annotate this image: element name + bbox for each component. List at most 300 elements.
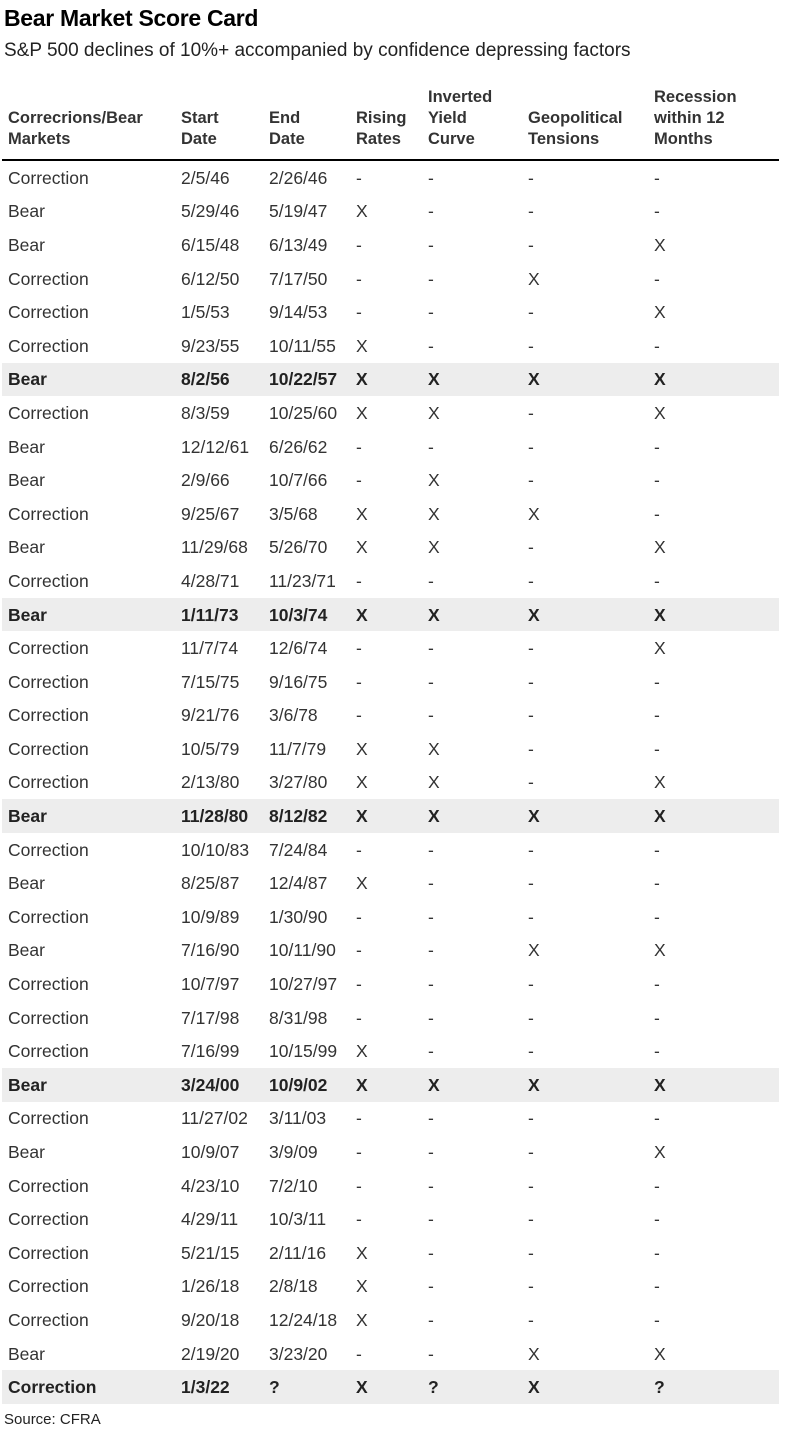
- cell-start-date: 2/19/20: [181, 1343, 240, 1364]
- cell-inverted-yield-curve: X: [422, 799, 522, 833]
- cell-start-date: 11/7/74: [181, 638, 239, 659]
- cell-geopolitical-tensions: X: [522, 1068, 648, 1102]
- cell-type: Correction: [8, 705, 89, 726]
- cell-inverted-yield-curve: X: [428, 470, 440, 491]
- cell-recession: X: [654, 1142, 666, 1163]
- cell-inverted-yield-curve: X: [428, 772, 440, 793]
- cell-rising-rates: X: [356, 772, 368, 793]
- cell-recession: X: [654, 302, 666, 323]
- cell-rising-rates: -: [356, 1209, 362, 1230]
- cell-geopolitical-tensions: -: [528, 570, 534, 591]
- table-row: [2, 430, 779, 464]
- cell-end-date: 10/27/97: [269, 974, 338, 995]
- cell-end-date: 3/11/03: [269, 1108, 327, 1129]
- cell-end-date: 10/11/55: [269, 335, 336, 356]
- cell-type: Correction: [8, 671, 89, 692]
- cell-recession: ?: [648, 1370, 779, 1404]
- cell-geopolitical-tensions: -: [528, 1175, 534, 1196]
- cell-geopolitical-tensions: -: [528, 671, 534, 692]
- cell-inverted-yield-curve: X: [428, 503, 440, 524]
- cell-inverted-yield-curve: ?: [422, 1370, 522, 1404]
- cell-recession: X: [654, 234, 666, 255]
- cell-rising-rates: -: [356, 1343, 362, 1364]
- cell-geopolitical-tensions: -: [528, 1007, 534, 1028]
- header-inverted-yield-curve: Inverted Yield Curve: [422, 87, 522, 160]
- header-type: Correcrions/Bear Markets: [2, 87, 175, 160]
- table-row: [2, 900, 779, 934]
- cell-rising-rates: -: [356, 1142, 362, 1163]
- table-row: [2, 799, 779, 833]
- cell-type: Correction: [8, 974, 89, 995]
- cell-start-date: 9/21/76: [181, 705, 240, 726]
- cell-end-date: 3/6/78: [269, 705, 318, 726]
- table-row: [2, 967, 779, 1001]
- cell-geopolitical-tensions: -: [528, 1108, 534, 1129]
- table-body: [2, 160, 779, 1404]
- cell-recession: X: [654, 638, 666, 659]
- cell-geopolitical-tensions: -: [528, 1209, 534, 1230]
- cell-type: Bear: [8, 234, 45, 255]
- cell-inverted-yield-curve: -: [428, 268, 434, 289]
- cell-recession: -: [654, 1309, 660, 1330]
- cell-rising-rates: -: [356, 234, 362, 255]
- cell-recession: -: [654, 1108, 660, 1129]
- cell-recession: -: [654, 470, 660, 491]
- header-geopolitical-tensions: Geopolitical Tensions: [522, 87, 648, 160]
- cell-inverted-yield-curve: -: [428, 974, 434, 995]
- table-row: [2, 1303, 779, 1337]
- cell-type: Correction: [2, 1370, 175, 1404]
- cell-inverted-yield-curve: -: [428, 1242, 434, 1263]
- table-row: [2, 699, 779, 733]
- cell-rising-rates: -: [356, 1108, 362, 1129]
- cell-inverted-yield-curve: -: [428, 1309, 434, 1330]
- cell-start-date: 9/25/67: [181, 503, 240, 524]
- cell-rising-rates: X: [356, 1242, 368, 1263]
- cell-rising-rates: X: [350, 363, 422, 397]
- cell-end-date: 3/27/80: [269, 772, 328, 793]
- cell-inverted-yield-curve: X: [428, 402, 440, 423]
- cell-rising-rates: -: [356, 839, 362, 860]
- cell-rising-rates: X: [356, 335, 368, 356]
- cell-inverted-yield-curve: X: [422, 363, 522, 397]
- cell-recession: X: [648, 1068, 779, 1102]
- cell-rising-rates: X: [356, 201, 368, 222]
- cell-end-date: 1/30/90: [269, 906, 328, 927]
- cell-rising-rates: X: [350, 1370, 422, 1404]
- cell-start-date: 1/3/22: [175, 1370, 263, 1404]
- cell-end-date: 7/24/84: [269, 839, 328, 860]
- cell-rising-rates: X: [356, 503, 368, 524]
- cell-geopolitical-tensions: -: [528, 1309, 534, 1330]
- cell-inverted-yield-curve: -: [428, 906, 434, 927]
- cell-recession: -: [654, 1209, 660, 1230]
- cell-start-date: 2/9/66: [181, 470, 230, 491]
- cell-rising-rates: X: [356, 537, 368, 558]
- cell-start-date: 1/11/73: [175, 598, 263, 632]
- cell-end-date: ?: [263, 1370, 350, 1404]
- cell-end-date: 9/16/75: [269, 671, 328, 692]
- cell-end-date: 12/6/74: [269, 638, 328, 659]
- header-rising-rates: Rising Rates: [350, 87, 422, 160]
- cell-start-date: 1/5/53: [181, 302, 230, 323]
- cell-start-date: 7/17/98: [181, 1007, 240, 1028]
- cell-start-date: 8/25/87: [181, 873, 240, 894]
- cell-start-date: 3/24/00: [175, 1068, 263, 1102]
- header-start-date: Start Date: [175, 87, 263, 160]
- cell-type: Correction: [8, 839, 89, 860]
- cell-rising-rates: -: [356, 167, 362, 188]
- cell-geopolitical-tensions: -: [528, 402, 534, 423]
- cell-end-date: 10/7/66: [269, 470, 328, 491]
- cell-type: Bear: [2, 363, 175, 397]
- table-row: [2, 262, 779, 296]
- cell-type: Correction: [8, 1175, 89, 1196]
- cell-rising-rates: -: [356, 1007, 362, 1028]
- cell-inverted-yield-curve: -: [428, 234, 434, 255]
- cell-geopolitical-tensions: X: [522, 363, 648, 397]
- cell-start-date: 9/20/18: [181, 1309, 240, 1330]
- cell-end-date: 5/19/47: [269, 201, 328, 222]
- cell-inverted-yield-curve: -: [428, 570, 434, 591]
- cell-type: Correction: [8, 906, 89, 927]
- cell-start-date: 9/23/55: [181, 335, 240, 356]
- cell-type: Correction: [8, 1108, 89, 1129]
- cell-geopolitical-tensions: -: [528, 873, 534, 894]
- cell-rising-rates: -: [356, 974, 362, 995]
- cell-geopolitical-tensions: -: [528, 839, 534, 860]
- table-row: [2, 1068, 779, 1102]
- cell-rising-rates: X: [356, 873, 368, 894]
- table-row: [2, 463, 779, 497]
- score-card-table: [2, 87, 779, 1404]
- cell-rising-rates: X: [356, 402, 368, 423]
- table-row: [2, 1370, 779, 1404]
- cell-type: Bear: [2, 799, 175, 833]
- cell-geopolitical-tensions: -: [528, 335, 534, 356]
- cell-rising-rates: -: [356, 1175, 362, 1196]
- cell-geopolitical-tensions: -: [528, 167, 534, 188]
- cell-start-date: 11/27/02: [181, 1108, 248, 1129]
- cell-end-date: 8/31/98: [269, 1007, 328, 1028]
- cell-type: Correction: [8, 1309, 89, 1330]
- cell-inverted-yield-curve: -: [428, 1209, 434, 1230]
- cell-start-date: 8/3/59: [181, 402, 230, 423]
- cell-start-date: 7/15/75: [181, 671, 240, 692]
- cell-recession: -: [654, 1276, 660, 1297]
- header-recession: Recession within 12 Months: [648, 87, 779, 160]
- cell-end-date: 7/2/10: [269, 1175, 318, 1196]
- cell-geopolitical-tensions: -: [528, 537, 534, 558]
- cell-geopolitical-tensions: X: [522, 1370, 648, 1404]
- cell-recession: X: [654, 402, 666, 423]
- cell-geopolitical-tensions: X: [528, 503, 540, 524]
- cell-start-date: 10/9/07: [181, 1142, 240, 1163]
- table-row: [2, 228, 779, 262]
- cell-end-date: 10/11/90: [269, 940, 336, 961]
- cell-end-date: 3/23/20: [269, 1343, 328, 1364]
- cell-inverted-yield-curve: -: [428, 940, 434, 961]
- cell-type: Correction: [8, 1276, 89, 1297]
- cell-geopolitical-tensions: X: [522, 799, 648, 833]
- cell-type: Bear: [2, 1068, 175, 1102]
- cell-recession: X: [648, 363, 779, 397]
- table-row: [2, 866, 779, 900]
- cell-rising-rates: X: [356, 738, 368, 759]
- header-end-date: End Date: [263, 87, 350, 160]
- cell-geopolitical-tensions: -: [528, 1142, 534, 1163]
- table-row: [2, 1202, 779, 1236]
- cell-end-date: 10/22/57: [263, 363, 350, 397]
- cell-geopolitical-tensions: -: [528, 974, 534, 995]
- cell-recession: -: [654, 1007, 660, 1028]
- chart-subtitle: S&P 500 declines of 10%+ accompanied by confidence depressing factors: [4, 40, 631, 61]
- cell-end-date: 3/9/09: [269, 1142, 318, 1163]
- table-row: [2, 295, 779, 329]
- cell-rising-rates: -: [356, 302, 362, 323]
- cell-type: Correction: [8, 335, 89, 356]
- cell-type: Correction: [8, 738, 89, 759]
- cell-start-date: 6/15/48: [181, 234, 240, 255]
- cell-type: Correction: [8, 1209, 89, 1230]
- table-row: [2, 329, 779, 363]
- cell-geopolitical-tensions: -: [528, 1242, 534, 1263]
- cell-end-date: 2/26/46: [269, 167, 328, 188]
- cell-inverted-yield-curve: -: [428, 839, 434, 860]
- cell-rising-rates: -: [356, 671, 362, 692]
- cell-recession: -: [654, 906, 660, 927]
- cell-geopolitical-tensions: -: [528, 302, 534, 323]
- cell-rising-rates: X: [350, 1068, 422, 1102]
- cell-rising-rates: X: [350, 799, 422, 833]
- cell-end-date: 10/9/02: [263, 1068, 350, 1102]
- cell-type: Correction: [8, 1007, 89, 1028]
- cell-inverted-yield-curve: -: [428, 705, 434, 726]
- cell-end-date: 12/4/87: [269, 873, 328, 894]
- cell-type: Correction: [8, 570, 89, 591]
- table-row: [2, 598, 779, 632]
- cell-recession: -: [654, 705, 660, 726]
- cell-inverted-yield-curve: -: [428, 167, 434, 188]
- cell-rising-rates: -: [356, 940, 362, 961]
- cell-type: Bear: [8, 537, 45, 558]
- cell-inverted-yield-curve: -: [428, 1108, 434, 1129]
- cell-type: Bear: [8, 873, 45, 894]
- cell-geopolitical-tensions: -: [528, 772, 534, 793]
- cell-type: Correction: [8, 402, 89, 423]
- cell-start-date: 6/12/50: [181, 268, 240, 289]
- cell-end-date: 10/25/60: [269, 402, 338, 423]
- cell-end-date: 3/5/68: [269, 503, 318, 524]
- cell-recession: -: [654, 1175, 660, 1196]
- cell-type: Bear: [8, 1142, 45, 1163]
- cell-rising-rates: -: [356, 638, 362, 659]
- cell-recession: -: [654, 570, 660, 591]
- cell-type: Correction: [8, 638, 89, 659]
- cell-start-date: 12/12/61: [181, 436, 250, 457]
- cell-recession: -: [654, 1041, 660, 1062]
- cell-start-date: 1/26/18: [181, 1276, 240, 1297]
- cell-geopolitical-tensions: -: [528, 470, 534, 491]
- table-row: [2, 531, 779, 565]
- cell-recession: X: [648, 799, 779, 833]
- cell-start-date: 4/28/71: [181, 570, 240, 591]
- cell-start-date: 2/13/80: [181, 772, 240, 793]
- cell-start-date: 2/5/46: [181, 167, 230, 188]
- table-row: [2, 396, 779, 430]
- cell-end-date: 11/23/71: [269, 570, 336, 591]
- cell-rising-rates: X: [356, 1041, 368, 1062]
- cell-inverted-yield-curve: -: [428, 201, 434, 222]
- cell-type: Correction: [8, 503, 89, 524]
- cell-rising-rates: -: [356, 268, 362, 289]
- cell-end-date: 2/11/16: [269, 1242, 327, 1263]
- cell-geopolitical-tensions: -: [528, 705, 534, 726]
- cell-geopolitical-tensions: -: [528, 1041, 534, 1062]
- table-row: [2, 363, 779, 397]
- cell-geopolitical-tensions: X: [528, 268, 540, 289]
- cell-inverted-yield-curve: -: [428, 671, 434, 692]
- source-note: Source: CFRA: [4, 1411, 101, 1428]
- table-row: [2, 934, 779, 968]
- cell-rising-rates: -: [356, 906, 362, 927]
- table-row: [2, 732, 779, 766]
- table-row: [2, 1135, 779, 1169]
- cell-start-date: 5/29/46: [181, 201, 240, 222]
- cell-geopolitical-tensions: -: [528, 906, 534, 927]
- cell-rising-rates: X: [356, 1276, 368, 1297]
- cell-end-date: 12/24/18: [269, 1309, 338, 1330]
- cell-inverted-yield-curve: -: [428, 1142, 434, 1163]
- chart-title: Bear Market Score Card: [4, 5, 259, 31]
- cell-inverted-yield-curve: -: [428, 1007, 434, 1028]
- cell-start-date: 4/29/11: [181, 1209, 239, 1230]
- cell-type: Bear: [8, 436, 45, 457]
- cell-inverted-yield-curve: -: [428, 638, 434, 659]
- cell-recession: -: [654, 873, 660, 894]
- cell-geopolitical-tensions: -: [528, 201, 534, 222]
- cell-recession: -: [654, 268, 660, 289]
- cell-type: Correction: [8, 1242, 89, 1263]
- cell-recession: X: [654, 1343, 666, 1364]
- cell-recession: X: [648, 598, 779, 632]
- cell-geopolitical-tensions: X: [528, 1343, 540, 1364]
- cell-recession: X: [654, 537, 666, 558]
- cell-inverted-yield-curve: -: [428, 436, 434, 457]
- cell-end-date: 10/15/99: [269, 1041, 338, 1062]
- cell-start-date: 5/21/15: [181, 1242, 240, 1263]
- cell-start-date: 10/9/89: [181, 906, 240, 927]
- cell-geopolitical-tensions: X: [528, 940, 540, 961]
- cell-recession: X: [654, 772, 666, 793]
- cell-end-date: 7/17/50: [269, 268, 328, 289]
- cell-start-date: 8/2/56: [175, 363, 263, 397]
- cell-recession: -: [654, 436, 660, 457]
- cell-geopolitical-tensions: -: [528, 738, 534, 759]
- cell-end-date: 2/8/18: [269, 1276, 318, 1297]
- cell-recession: -: [654, 1242, 660, 1263]
- table-row: [2, 631, 779, 665]
- cell-start-date: 7/16/90: [181, 940, 240, 961]
- table-row: [2, 1236, 779, 1270]
- cell-rising-rates: X: [350, 598, 422, 632]
- cell-recession: -: [654, 167, 660, 188]
- cell-type: Bear: [2, 598, 175, 632]
- cell-recession: X: [654, 940, 666, 961]
- cell-recession: -: [654, 503, 660, 524]
- cell-recession: -: [654, 974, 660, 995]
- table-row: [2, 1001, 779, 1035]
- table-row: [2, 766, 779, 800]
- cell-type: Bear: [8, 470, 45, 491]
- cell-type: Correction: [8, 268, 89, 289]
- cell-end-date: 6/13/49: [269, 234, 328, 255]
- cell-inverted-yield-curve: X: [422, 598, 522, 632]
- cell-rising-rates: -: [356, 436, 362, 457]
- cell-end-date: 6/26/62: [269, 436, 328, 457]
- cell-end-date: 10/3/11: [269, 1209, 327, 1230]
- cell-end-date: 11/7/79: [269, 738, 327, 759]
- table-row: [2, 833, 779, 867]
- cell-rising-rates: -: [356, 570, 362, 591]
- cell-rising-rates: X: [356, 1309, 368, 1330]
- cell-end-date: 8/12/82: [263, 799, 350, 833]
- cell-recession: -: [654, 335, 660, 356]
- cell-inverted-yield-curve: -: [428, 1276, 434, 1297]
- cell-inverted-yield-curve: -: [428, 873, 434, 894]
- cell-start-date: 10/5/79: [181, 738, 240, 759]
- cell-geopolitical-tensions: -: [528, 436, 534, 457]
- cell-inverted-yield-curve: -: [428, 1343, 434, 1364]
- table-row: [2, 195, 779, 229]
- cell-inverted-yield-curve: X: [428, 738, 440, 759]
- cell-type: Bear: [8, 201, 45, 222]
- cell-geopolitical-tensions: X: [522, 598, 648, 632]
- cell-type: Correction: [8, 772, 89, 793]
- cell-geopolitical-tensions: -: [528, 1276, 534, 1297]
- table-row: [2, 564, 779, 598]
- table-row: [2, 1270, 779, 1304]
- cell-type: Correction: [8, 302, 89, 323]
- cell-end-date: 5/26/70: [269, 537, 328, 558]
- cell-inverted-yield-curve: X: [422, 1068, 522, 1102]
- cell-inverted-yield-curve: -: [428, 335, 434, 356]
- table-row: [2, 160, 779, 195]
- cell-start-date: 4/23/10: [181, 1175, 240, 1196]
- cell-type: Correction: [8, 167, 89, 188]
- cell-start-date: 10/7/97: [181, 974, 240, 995]
- table-row: [2, 665, 779, 699]
- cell-inverted-yield-curve: -: [428, 302, 434, 323]
- cell-type: Correction: [8, 1041, 89, 1062]
- table-row: [2, 1337, 779, 1371]
- cell-inverted-yield-curve: -: [428, 1175, 434, 1196]
- cell-start-date: 11/29/68: [181, 537, 248, 558]
- cell-start-date: 7/16/99: [181, 1041, 240, 1062]
- cell-recession: -: [654, 201, 660, 222]
- cell-geopolitical-tensions: -: [528, 638, 534, 659]
- cell-end-date: 9/14/53: [269, 302, 328, 323]
- cell-recession: -: [654, 839, 660, 860]
- cell-geopolitical-tensions: -: [528, 234, 534, 255]
- cell-rising-rates: -: [356, 470, 362, 491]
- cell-inverted-yield-curve: X: [428, 537, 440, 558]
- cell-rising-rates: -: [356, 705, 362, 726]
- table-row: [2, 497, 779, 531]
- cell-recession: -: [654, 738, 660, 759]
- cell-start-date: 10/10/83: [181, 839, 250, 860]
- header-row: [2, 87, 779, 160]
